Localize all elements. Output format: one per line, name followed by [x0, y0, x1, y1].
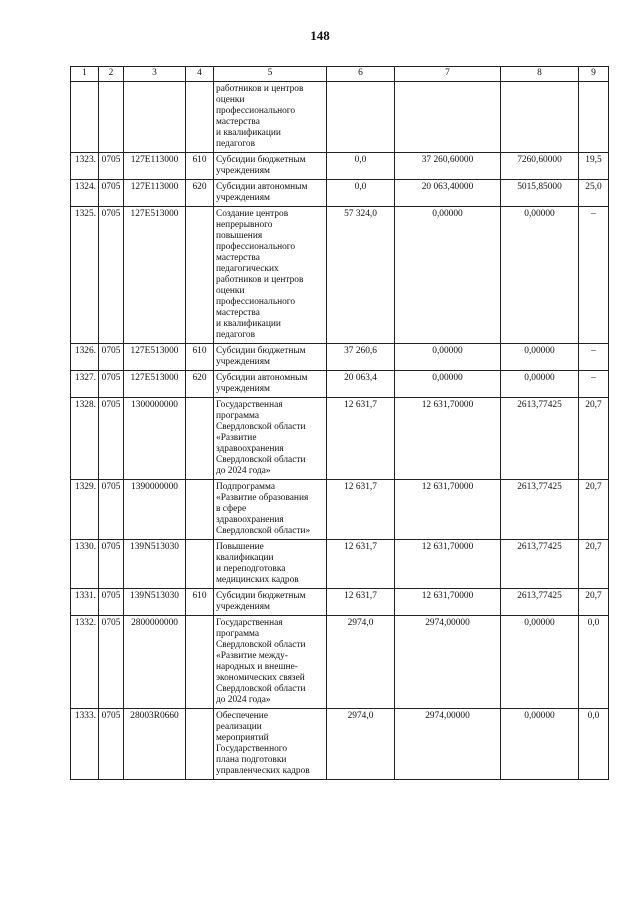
expense-type-cell: 610 — [186, 589, 214, 616]
expense-type-cell — [186, 207, 214, 344]
row-number-cell: 1333. — [71, 709, 99, 780]
section-code-cell: 0705 — [99, 153, 124, 180]
item-name-cell: Субсидии бюджетным учреждениям — [214, 589, 327, 616]
expense-type-cell — [186, 398, 214, 480]
expense-type-cell — [186, 616, 214, 709]
header-cell: 2 — [99, 67, 124, 82]
item-name-cell: Государственная программа Свердловской области «Развитие между- народных и внешне- экономических связей Свердловской области до 2024 года» — [214, 616, 327, 709]
row-number-cell: 1331. — [71, 589, 99, 616]
expense-type-cell: 610 — [186, 344, 214, 371]
approved-amount-cell: 12 631,7 — [327, 589, 395, 616]
refined-amount-cell: 0,00000 — [395, 207, 501, 344]
executed-amount-cell: 2613,77425 — [501, 589, 579, 616]
item-name-cell: Создание центров непрерывного повышения профессионального мастерства педагогических работников и центров оценки профессионального мастерства и квалификации педагогов — [214, 207, 327, 344]
executed-amount-cell: 7260,60000 — [501, 153, 579, 180]
expense-type-cell — [186, 480, 214, 540]
header-cell: 5 — [214, 67, 327, 82]
executed-amount-cell: 0,00000 — [501, 616, 579, 709]
row-number-cell: 1328. — [71, 398, 99, 480]
execution-percent-cell: 20,7 — [579, 480, 609, 540]
executed-amount-cell: 0,00000 — [501, 709, 579, 780]
row-number-cell: 1327. — [71, 371, 99, 398]
table-header-row — [71, 67, 609, 82]
expense-type-cell — [186, 540, 214, 589]
executed-amount-cell: 0,00000 — [501, 371, 579, 398]
row-number-cell: 1329. — [71, 480, 99, 540]
refined-amount-cell: 12 631,70000 — [395, 589, 501, 616]
refined-amount-cell: 12 631,70000 — [395, 480, 501, 540]
expense-type-cell: 610 — [186, 153, 214, 180]
expense-type-cell: 620 — [186, 180, 214, 207]
execution-percent-cell: 20,7 — [579, 398, 609, 480]
target-article-cell: 1390000000 — [124, 480, 186, 540]
refined-amount-cell: 12 631,70000 — [395, 398, 501, 480]
header-cell: 9 — [579, 67, 609, 82]
table-row — [71, 480, 609, 540]
section-code-cell: 0705 — [99, 371, 124, 398]
page-number: 148 — [310, 28, 330, 43]
execution-percent-cell: – — [579, 207, 609, 344]
refined-amount-cell: 0,00000 — [395, 371, 501, 398]
table-row — [71, 616, 609, 709]
refined-amount-cell: 2974,00000 — [395, 616, 501, 709]
execution-percent-cell: 25,0 — [579, 180, 609, 207]
item-name-cell: Субсидии автономным учреждениям — [214, 371, 327, 398]
section-code-cell: 0705 — [99, 540, 124, 589]
execution-percent-cell: 0,0 — [579, 709, 609, 780]
table-row — [71, 371, 609, 398]
header-cell: 3 — [124, 67, 186, 82]
table-row — [71, 153, 609, 180]
expense-type-cell — [186, 709, 214, 780]
row-number-cell: 1332. — [71, 616, 99, 709]
item-name-cell: Повышение квалификации и переподготовка медицинских кадров — [214, 540, 327, 589]
item-name-cell: Субсидии бюджетным учреждениям — [214, 153, 327, 180]
execution-percent-cell: – — [579, 344, 609, 371]
table-row — [71, 207, 609, 344]
target-article-cell: 127E513000 — [124, 207, 186, 344]
executed-amount-cell — [501, 82, 579, 153]
expense-type-cell: 620 — [186, 371, 214, 398]
approved-amount-cell: 57 324,0 — [327, 207, 395, 344]
target-article-cell: 127E513000 — [124, 344, 186, 371]
target-article-cell: 127E113000 — [124, 153, 186, 180]
refined-amount-cell: 37 260,60000 — [395, 153, 501, 180]
section-code-cell: 0705 — [99, 616, 124, 709]
table-row — [71, 398, 609, 480]
row-number-cell: 1324. — [71, 180, 99, 207]
expense-type-cell — [186, 82, 214, 153]
row-number-cell: 1325. — [71, 207, 99, 344]
item-name-cell: Обеспечение реализации мероприятий Государственного плана подготовки управленческих кадров — [214, 709, 327, 780]
approved-amount-cell: 2974,0 — [327, 709, 395, 780]
executed-amount-cell: 0,00000 — [501, 207, 579, 344]
target-article-cell: 139N513030 — [124, 540, 186, 589]
table-row — [71, 344, 609, 371]
table-row — [71, 709, 609, 780]
approved-amount-cell: 12 631,7 — [327, 540, 395, 589]
executed-amount-cell: 5015,85000 — [501, 180, 579, 207]
item-name-cell: работников и центров оценки профессионального мастерства и квалификации педагогов — [214, 82, 327, 153]
header-cell: 6 — [327, 67, 395, 82]
table-row — [71, 82, 609, 153]
approved-amount-cell: 0,0 — [327, 153, 395, 180]
approved-amount-cell: 0,0 — [327, 180, 395, 207]
executed-amount-cell: 2613,77425 — [501, 480, 579, 540]
executed-amount-cell: 2613,77425 — [501, 540, 579, 589]
approved-amount-cell: 20 063,4 — [327, 371, 395, 398]
target-article-cell: 139N513030 — [124, 589, 186, 616]
execution-percent-cell: 19,5 — [579, 153, 609, 180]
row-number-cell: 1330. — [71, 540, 99, 589]
header-cell: 1 — [71, 67, 99, 82]
executed-amount-cell: 2613,77425 — [501, 398, 579, 480]
target-article-cell: 1300000000 — [124, 398, 186, 480]
target-article-cell — [124, 82, 186, 153]
item-name-cell: Государственная программа Свердловской области «Развитие здравоохранения Свердловской области до 2024 года» — [214, 398, 327, 480]
row-number-cell: 1326. — [71, 344, 99, 371]
row-number-cell — [71, 82, 99, 153]
approved-amount-cell: 37 260,6 — [327, 344, 395, 371]
execution-percent-cell: 20,7 — [579, 589, 609, 616]
section-code-cell: 0705 — [99, 180, 124, 207]
table-row — [71, 540, 609, 589]
target-article-cell: 127E113000 — [124, 180, 186, 207]
section-code-cell: 0705 — [99, 480, 124, 540]
execution-percent-cell: 20,7 — [579, 540, 609, 589]
execution-percent-cell: – — [579, 371, 609, 398]
target-article-cell: 127E513000 — [124, 371, 186, 398]
table-row — [71, 180, 609, 207]
target-article-cell: 28003R0660 — [124, 709, 186, 780]
section-code-cell: 0705 — [99, 398, 124, 480]
section-code-cell: 0705 — [99, 589, 124, 616]
approved-amount-cell: 12 631,7 — [327, 398, 395, 480]
item-name-cell: Субсидии бюджетным учреждениям — [214, 344, 327, 371]
execution-percent-cell — [579, 82, 609, 153]
executed-amount-cell: 0,00000 — [501, 344, 579, 371]
budget-table — [70, 66, 609, 780]
approved-amount-cell — [327, 82, 395, 153]
section-code-cell — [99, 82, 124, 153]
refined-amount-cell: 20 063,40000 — [395, 180, 501, 207]
header-cell: 8 — [501, 67, 579, 82]
table-row — [71, 589, 609, 616]
section-code-cell: 0705 — [99, 207, 124, 344]
section-code-cell: 0705 — [99, 344, 124, 371]
item-name-cell: Подпрограмма «Развитие образования в сфере здравоохранения Свердловской области» — [214, 480, 327, 540]
header-cell: 4 — [186, 67, 214, 82]
section-code-cell: 0705 — [99, 709, 124, 780]
approved-amount-cell: 12 631,7 — [327, 480, 395, 540]
target-article-cell: 2800000000 — [124, 616, 186, 709]
approved-amount-cell: 2974,0 — [327, 616, 395, 709]
refined-amount-cell: 12 631,70000 — [395, 540, 501, 589]
execution-percent-cell: 0,0 — [579, 616, 609, 709]
row-number-cell: 1323. — [71, 153, 99, 180]
item-name-cell: Субсидии автономным учреждениям — [214, 180, 327, 207]
refined-amount-cell: 2974,00000 — [395, 709, 501, 780]
header-cell: 7 — [395, 67, 501, 82]
refined-amount-cell — [395, 82, 501, 153]
refined-amount-cell: 0,00000 — [395, 344, 501, 371]
